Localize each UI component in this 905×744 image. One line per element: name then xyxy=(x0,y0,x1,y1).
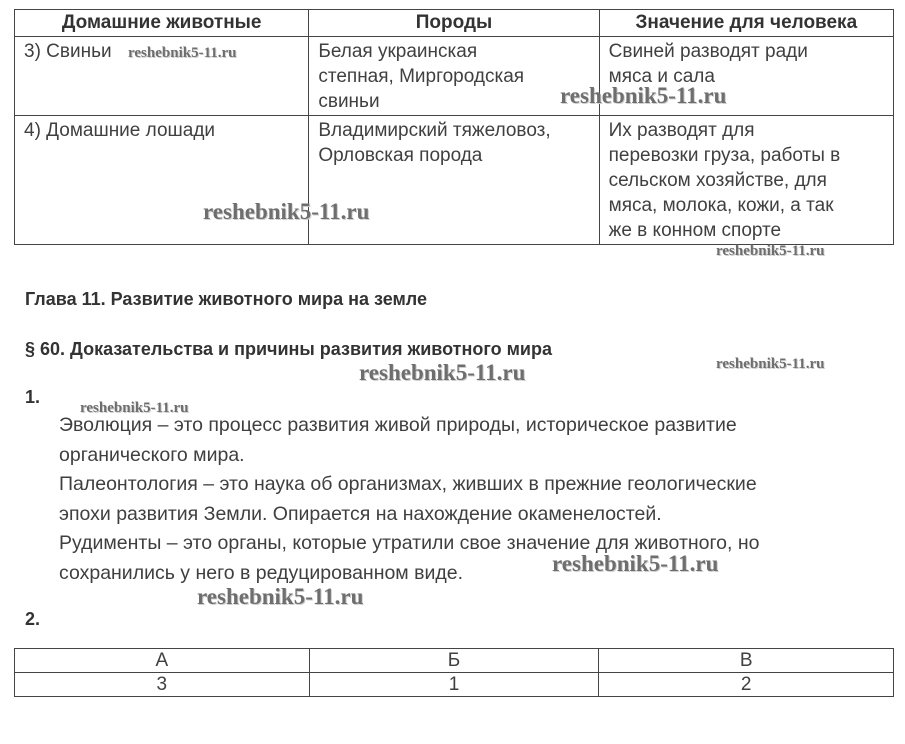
cell-value: Их разводят для перевозки груза, работы в сельском хозяйстве, для мяса, молока, кожи, а так же в конном спорте xyxy=(599,116,893,245)
header-animals: Домашние животные xyxy=(15,10,309,37)
answer-header: Б xyxy=(309,649,599,673)
table-header-row xyxy=(15,10,894,37)
answer-value: 2 xyxy=(599,673,894,697)
cell-value: Свиней разводят ради мяса и сала xyxy=(599,37,893,116)
paragraph-line: сохранились у него в редуцированном виде. xyxy=(59,561,464,584)
paragraph-line: Эволюция – это процесс развития живой природы, историческое развитие xyxy=(59,414,737,436)
task-2-number: 2. xyxy=(25,609,41,629)
answer-value-row xyxy=(15,673,894,697)
answer-header: А xyxy=(15,649,310,673)
cell-animal: 4) Домашние лошади xyxy=(15,116,309,245)
task-1-number: 1. xyxy=(25,387,41,407)
answer-value: 1 xyxy=(309,673,599,697)
cell-animal: 3) Свиньи xyxy=(15,37,309,116)
header-breeds: Породы xyxy=(309,10,599,37)
chapter-title: Глава 11. Развитие животного мира на земле xyxy=(25,289,428,309)
paragraph-line: Рудименты – это органы, которые утратили свое значение для животного, но xyxy=(59,532,760,554)
watermark: reshebnik5-11.ru xyxy=(128,45,237,61)
watermark: reshebnik5-11.ru xyxy=(203,199,370,224)
watermark: reshebnik5-11.ru xyxy=(80,400,189,416)
paragraph-line: Палеонтология – это наука об организмах, живших в прежние геологические xyxy=(59,473,757,495)
paragraph-line: эпохи развития Земли. Опирается на нахождение окаменелостей. xyxy=(59,502,662,525)
answer-table xyxy=(14,648,894,697)
cell-breeds: Белая украинская степная, Миргородская свиньи xyxy=(309,37,599,116)
answer-header: В xyxy=(599,649,894,673)
answer-header-row xyxy=(15,649,894,673)
cell-breeds: Владимирский тяжеловоз, Орловская порода xyxy=(309,116,599,245)
watermark: reshebnik5-11.ru xyxy=(197,584,364,609)
header-value: Значение для человека xyxy=(599,10,893,37)
section-title: § 60. Доказательства и причины развития животного мира xyxy=(25,339,553,359)
watermark: reshebnik5-11.ru xyxy=(552,551,719,576)
paragraph-line: органического мира. xyxy=(59,443,245,466)
watermark: reshebnik5-11.ru xyxy=(560,83,727,108)
table-row xyxy=(15,116,894,245)
watermark: reshebnik5-11.ru xyxy=(716,356,825,372)
watermark: reshebnik5-11.ru xyxy=(716,243,825,259)
watermark: reshebnik5-11.ru xyxy=(359,360,526,385)
answer-value: 3 xyxy=(15,673,310,697)
